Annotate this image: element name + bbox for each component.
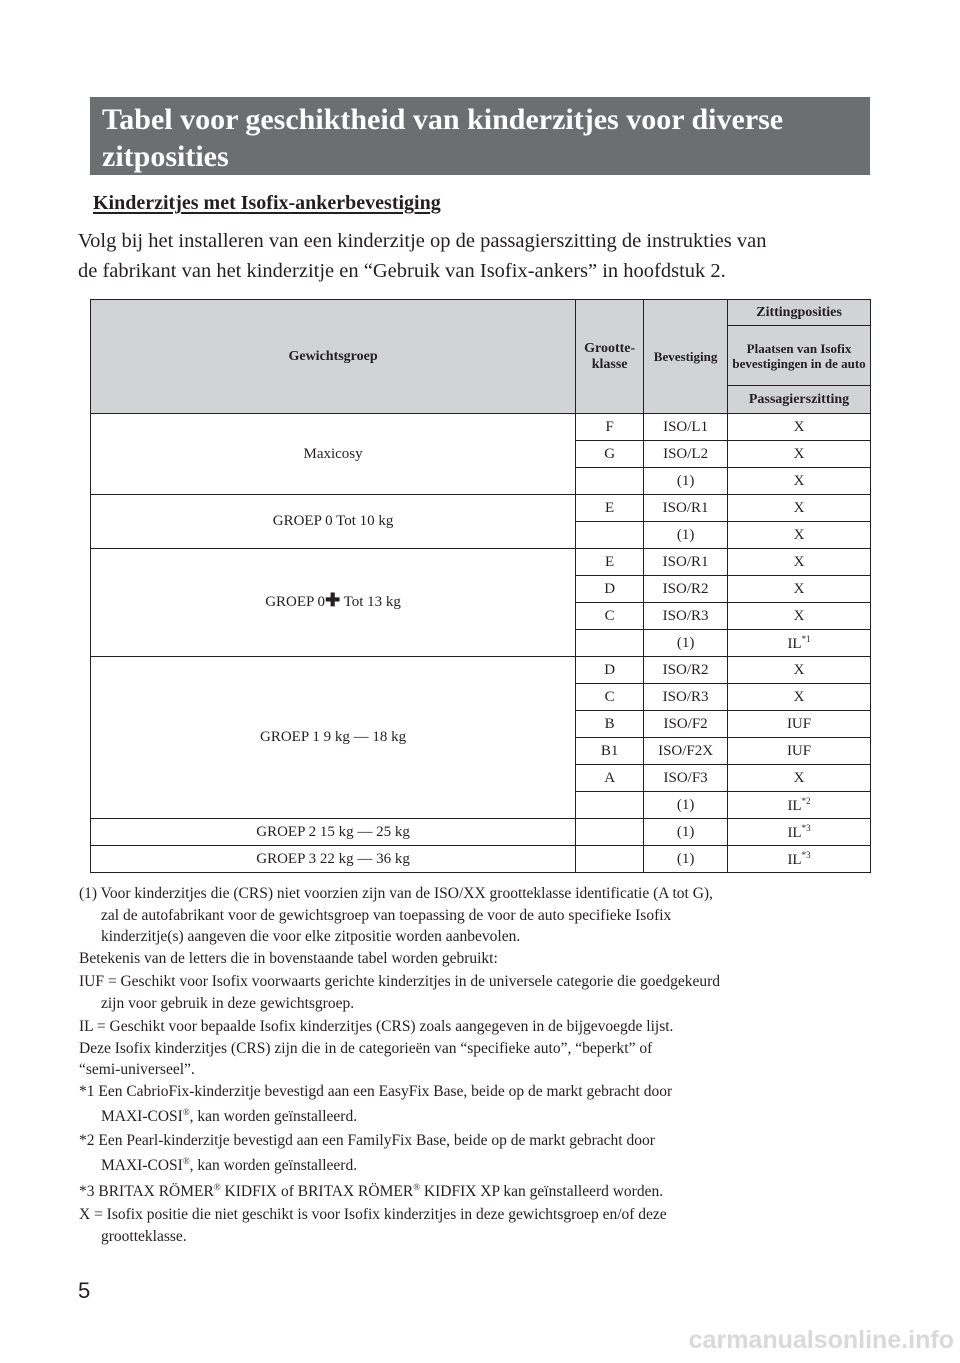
weight-group-label: GROEP 0: [265, 594, 326, 610]
legend-il-line-3: “semi-universeel”.: [79, 1061, 195, 1078]
section-heading: Kinderzitjes met Isofix-ankerbevestiging: [93, 192, 441, 214]
suitability-value: X: [793, 661, 805, 678]
size-class-cell: D: [576, 657, 644, 684]
weight-group-cell: [91, 495, 576, 549]
suitability-value: X: [793, 499, 805, 516]
suitability-value: IL: [787, 635, 802, 652]
weight-group-label: GROEP 1 9 kg — 18 kg: [260, 729, 407, 745]
weight-group-cell: [91, 819, 576, 846]
table-row: [91, 495, 871, 522]
size-class-cell: E: [576, 549, 644, 576]
table-body: [91, 414, 871, 873]
suitability-value: X: [793, 688, 805, 705]
passenger-seat-cell: [728, 414, 871, 441]
footnote-marker: *2: [801, 795, 811, 806]
fixture-cell: ISO/F3: [644, 765, 728, 792]
size-class-cell: A: [576, 765, 644, 792]
passenger-seat-cell: [728, 846, 871, 873]
footnote-star-2-line-2: , kan worden geïnstalleerd.: [189, 1157, 358, 1175]
fixture-cell: (1): [644, 792, 728, 819]
legend-x: [79, 1204, 879, 1247]
fixture-cell: ISO/R1: [644, 495, 728, 522]
fixture-cell: ISO/L1: [644, 414, 728, 441]
plus-icon: ✚: [325, 590, 341, 610]
weight-group-range: Tot 13 kg: [343, 594, 401, 610]
passenger-seat-cell: [728, 522, 871, 549]
weight-group-cell: [91, 414, 576, 495]
fixture-cell: (1): [644, 846, 728, 873]
intro-paragraph: [78, 226, 878, 286]
header-size-class: Grootte-klasse: [576, 300, 644, 414]
size-class-cell: [576, 846, 644, 873]
page-number: 5: [78, 1278, 91, 1303]
weight-group-label: GROEP 0 Tot 10 kg: [272, 513, 394, 529]
size-class-cell: [576, 630, 644, 657]
size-class-cell: G: [576, 441, 644, 468]
fixture-cell: ISO/L2: [644, 441, 728, 468]
passenger-seat-cell: [728, 765, 871, 792]
maxi-cosi-brand: MAXI-COSI: [101, 1108, 183, 1126]
footnote-marker: *3: [801, 849, 811, 860]
fixture-cell: (1): [644, 819, 728, 846]
registered-mark: ®: [182, 1156, 190, 1167]
size-class-cell: [576, 468, 644, 495]
page-title: [90, 97, 870, 175]
passenger-seat-cell: [728, 576, 871, 603]
size-class-cell: [576, 819, 644, 846]
weight-group-label: GROEP 2 15 kg — 25 kg: [256, 823, 410, 840]
table-row: [91, 846, 871, 873]
footnote-star-3: [79, 1177, 879, 1203]
size-class-cell: [576, 522, 644, 549]
footnote-marker: *3: [801, 822, 811, 833]
passenger-seat-cell: [728, 603, 871, 630]
watermark: carmanualsonline.info: [688, 1326, 954, 1354]
intro-line-2: de fabrikant van het kinderzitje en “Gebruik van Isofix-ankers” in hoofdstuk 2.: [78, 260, 726, 282]
legend-iuf-line-1: IUF = Geschikt voor Isofix voorwaarts gerichte kinderzitjes in de universele categorie die goedgekeurd: [79, 973, 721, 990]
passenger-seat-cell: [728, 468, 871, 495]
passenger-seat-cell: [728, 819, 871, 846]
note-1-line-1: (1) Voor kinderzitjes die (CRS) niet voorzien zijn van de ISO/XX grootteklasse identificatie (A tot G),: [79, 885, 713, 902]
size-class-cell: C: [576, 684, 644, 711]
suitability-value: X: [793, 553, 805, 570]
fixture-cell: ISO/R3: [644, 603, 728, 630]
header-seating-positions: Zittingposities: [728, 300, 871, 326]
suitability-value: X: [793, 445, 805, 462]
weight-group-cell: [91, 549, 576, 657]
footnote-star-1-line-1: *1 Een CabrioFix-kinderzitje bevestigd aan een EasyFix Base, beide op de markt gebracht door: [79, 1082, 673, 1100]
table-row: [91, 549, 871, 576]
legend-iuf: [79, 971, 879, 1014]
size-class-cell: [576, 792, 644, 819]
fixture-cell: ISO/F2X: [644, 738, 728, 765]
footnote-marker: *1: [801, 633, 811, 644]
suitability-value: X: [793, 769, 805, 786]
passenger-seat-cell: [728, 441, 871, 468]
legend-il-line-1: IL = Geschikt voor bepaalde Isofix kinderzitjes (CRS) zoals aangegeven in de bijgevoegde lijst.: [79, 1018, 674, 1035]
footnote-star-1: [79, 1081, 879, 1128]
passenger-seat-cell: [728, 495, 871, 522]
fixture-cell: (1): [644, 468, 728, 495]
suitability-value: X: [793, 472, 805, 489]
legend-il-line-2: Deze Isofix kinderzitjes (CRS) zijn die in de categorieën van “specifieke auto”, “beperkt” of: [79, 1039, 653, 1057]
weight-group-cell: [91, 657, 576, 819]
table-row: [91, 657, 871, 684]
legend-iuf-line-2: zijn voor gebruik in deze gewichtsgroep.: [101, 994, 355, 1012]
page-title-line-1: Tabel voor geschiktheid van kinderzitjes voor diverse: [102, 103, 784, 136]
weight-group-cell: [91, 846, 576, 873]
note-1-line-3: kinderzitje(s) aangeven die voor elke zitpositie worden aanbevolen.: [101, 928, 521, 945]
size-class-cell: C: [576, 603, 644, 630]
size-class-cell: B1: [576, 738, 644, 765]
passenger-seat-cell: [728, 630, 871, 657]
legend-x-line-1: X = Isofix positie die niet geschikt is voor Isofix kinderzitjes in deze gewichtsgroep en/of deze: [79, 1206, 667, 1224]
header-isofix-places: Plaatsen van Isofix bevestigingen in de auto: [728, 326, 871, 386]
footnotes: [79, 883, 879, 1247]
registered-mark: ®: [213, 1181, 221, 1192]
footnote-star-3-part-3: KIDFIX XP kan geïnstalleerd worden.: [420, 1182, 664, 1200]
fixture-cell: (1): [644, 522, 728, 549]
header-fixture: Bevestiging: [644, 300, 728, 414]
fixture-cell: ISO/F2: [644, 711, 728, 738]
suitability-value: X: [793, 607, 805, 624]
fixture-cell: ISO/R2: [644, 576, 728, 603]
weight-group-label: Maxicosy: [303, 445, 363, 462]
page-title-line-2: zitposities: [102, 140, 229, 173]
registered-mark: ®: [182, 1107, 190, 1117]
header-weight-group: Gewichtsgroep: [91, 300, 576, 414]
size-class-cell: D: [576, 576, 644, 603]
suitability-value: X: [793, 526, 805, 543]
fixture-cell: ISO/R1: [644, 549, 728, 576]
legend-intro: Betekenis van de letters die in bovenstaande tabel worden gebruikt:: [79, 949, 498, 967]
legend-x-line-2: grootteklasse.: [101, 1227, 187, 1245]
passenger-seat-cell: [728, 792, 871, 819]
suitability-value: X: [793, 580, 805, 597]
size-class-cell: F: [576, 414, 644, 441]
maxi-cosi-brand: MAXI-COSI: [101, 1157, 183, 1175]
note-1: [79, 883, 879, 948]
passenger-seat-cell: [728, 738, 871, 765]
size-class-cell: E: [576, 495, 644, 522]
suitability-value: IL: [787, 851, 802, 868]
suitability-value: IUF: [786, 715, 812, 732]
passenger-seat-cell: [728, 549, 871, 576]
passenger-seat-cell: [728, 657, 871, 684]
fixture-cell: ISO/R2: [644, 657, 728, 684]
suitability-value: IL: [787, 797, 802, 814]
fixture-cell: ISO/R3: [644, 684, 728, 711]
note-1-line-2: zal de autofabrikant voor de gewichtsgroep van toepassing de voor de auto specifieke Isofix: [101, 906, 672, 924]
weight-group-label: GROEP 3 22 kg — 36 kg: [256, 850, 410, 867]
footnote-star-2: [79, 1130, 879, 1177]
footnote-star-2-line-1: *2 Een Pearl-kinderzitje bevestigd aan een FamilyFix Base, beide op de markt gebracht door: [79, 1131, 655, 1149]
footnote-star-3-part-2: KIDFIX of BRITAX RÖMER: [220, 1182, 414, 1200]
footnote-star-3-part-1: *3 BRITAX RÖMER: [79, 1182, 214, 1200]
header-passenger-seat: Passagierszitting: [728, 386, 871, 414]
suitability-value: IUF: [786, 742, 812, 759]
legend-il: [79, 1016, 879, 1081]
passenger-seat-cell: [728, 711, 871, 738]
size-class-cell: B: [576, 711, 644, 738]
suitability-value: IL: [787, 824, 802, 841]
child-seat-suitability-table: [90, 299, 871, 873]
intro-line-1: Volg bij het installeren van een kinderzitje op de passagierszitting de instrukties van: [78, 230, 767, 252]
table-row: [91, 819, 871, 846]
suitability-value: X: [793, 418, 805, 435]
footnote-star-1-line-2: , kan worden geïnstalleerd.: [189, 1108, 358, 1126]
fixture-cell: (1): [644, 630, 728, 657]
table-row: [91, 414, 871, 441]
passenger-seat-cell: [728, 684, 871, 711]
registered-mark: ®: [413, 1181, 421, 1192]
